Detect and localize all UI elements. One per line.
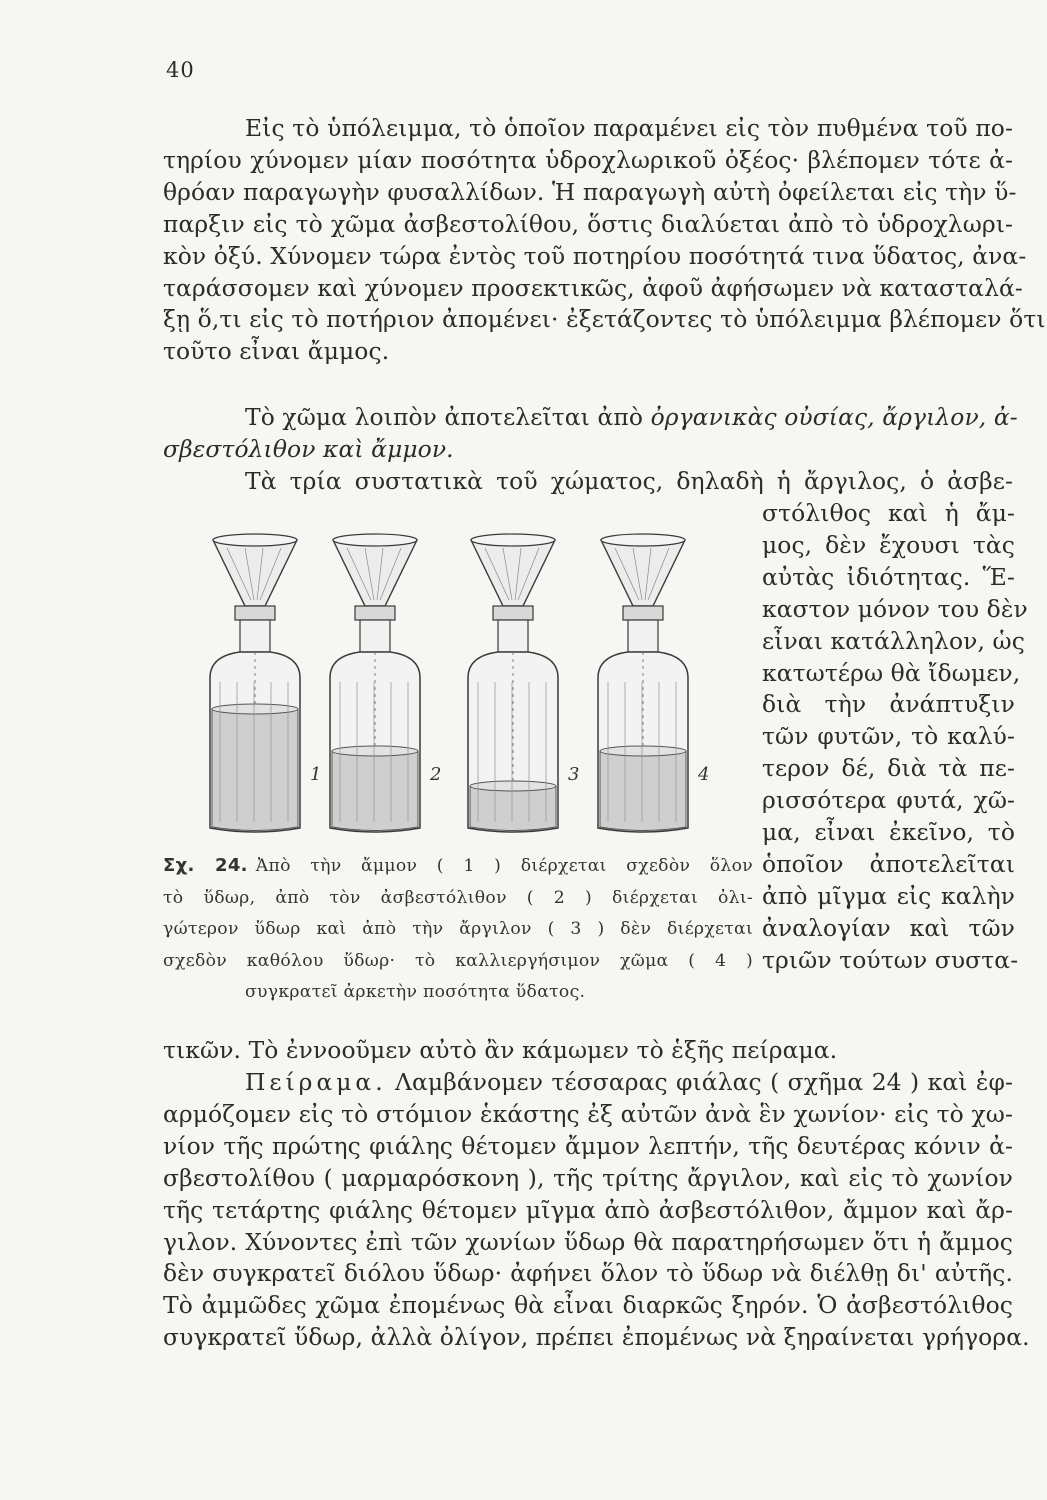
experiment-text: Λαμβάνομεν τέσσαρας φιάλας ( σχῆμα 24 ) καὶ ἐφ- bbox=[395, 1068, 1013, 1096]
text-line: Τὰ τρία συστατικὰ τοῦ χώματος, δηλαδὴ ἡ ἄργιλος, ὁ ἀσβε- bbox=[245, 467, 1013, 495]
bottle-number: 4 bbox=[698, 764, 710, 785]
text-line: ταράσσομεν καὶ χύνομεν προσεκτικῶς, ἀφοῦ ἀφήσωμεν νὰ κατασταλά- bbox=[163, 273, 1023, 302]
caption-line: σχεδὸν καθόλου ὕδωρ· τὸ καλλιεργήσιμον χῶμα ( 4 ) bbox=[163, 950, 753, 971]
text-line: ἀπὸ μῖγμα εἰς καλὴν bbox=[762, 881, 1015, 910]
soil-components: ὀργανικὰς οὐσίας, ἄργιλον, ἀ- bbox=[650, 403, 1018, 431]
text-line: διὰ τὴν ἀνάπτυξιν bbox=[762, 690, 1015, 719]
text-line: κὸν ὀξύ. Χύνομεν τώρα ἐντὸς τοῦ ποτηρίου ποσότητά τινα ὕδατος, ἀνα- bbox=[163, 241, 1027, 270]
text-line: δὲν συγκρατεῖ διόλου ὕδωρ· ἀφήνει ὅλον τὸ ὕδωρ νὰ διέλθῃ δι' αὐτῆς. bbox=[163, 1259, 1013, 1288]
text-line: ξῃ ὅ,τι εἰς τὸ ποτήριον ἀπομένει· ἐξετάζοντες τὸ ὑπόλειμμα βλέπομεν ὅτι bbox=[163, 305, 1046, 334]
water-surface bbox=[332, 746, 418, 756]
text-line: τηρίου χύνομεν μίαν ποσότητα ὑδροχλωρικοῦ ὀξέος· βλέπομεν τότε ἀ- bbox=[163, 145, 1013, 174]
text-line: καστον μόνον του δὲν bbox=[762, 594, 1028, 623]
text-line: ἀναλογίαν καὶ τῶν bbox=[762, 913, 1015, 942]
paragraph-3-side-column bbox=[762, 498, 1028, 977]
text-line: νίον τῆς πρώτης φιάλης θέτομεν ἄμμον λεπτήν, τῆς δευτέρας κόνιν ἀ- bbox=[163, 1131, 1013, 1160]
text-line: τῶν φυτῶν, τὸ καλύ- bbox=[762, 722, 1015, 751]
paragraph-3-last-line bbox=[163, 1035, 1013, 1067]
water-surface bbox=[212, 704, 298, 714]
text-line: αὐτὰς ἰδιότητας. Ἕ- bbox=[762, 562, 1015, 591]
bottle-neck bbox=[628, 620, 658, 652]
caption-text: Ἀπὸ τὴν ἄμμον ( 1 ) διέρχεται σχεδὸν ὅλον bbox=[255, 856, 753, 876]
text-line: εἶναι κατάλληλον, ὡς bbox=[762, 626, 1025, 655]
text-line: τερον δέ, διὰ τὰ πε- bbox=[762, 754, 1015, 783]
figure-label: Σχ. 24. bbox=[163, 855, 248, 876]
text-line: Τὸ ἀμμῶδες χῶμα ἐπομένως θὰ εἶναι διαρκῶς ξηρόν. Ὁ ἀσβεστόλιθος bbox=[163, 1291, 1013, 1320]
text-line: σβεστολίθου ( μαρμαρόσκονη ), τῆς τρίτης ἄργιλον, καὶ εἰς τὸ χωνίον bbox=[163, 1163, 1013, 1192]
stopper bbox=[623, 606, 663, 620]
bottle-number: 3 bbox=[568, 764, 580, 785]
text-line: αρμόζομεν εἰς τὸ στόμιον ἑκάστης ἐξ αὐτῶν ἀνὰ ἓν χωνίον· εἰς τὸ χω- bbox=[163, 1099, 1013, 1128]
text-line: ὁποῖον ἀποτελεῖται bbox=[762, 849, 1015, 878]
text-line bbox=[163, 402, 1018, 434]
text-line: συγκρατεῖ ὕδωρ, ἀλλὰ ὀλίγον, πρέπει ἐπομένως νὰ ξηραίνεται γρήγορα. bbox=[163, 1323, 1030, 1352]
funnel-icon bbox=[333, 540, 417, 606]
text-line: θρόαν παραγωγὴν φυσαλλίδων. Ἡ παραγωγὴ αὐτὴ ὀφείλεται εἰς τὴν ὕ- bbox=[163, 177, 1017, 206]
text-line: παρξιν εἰς τὸ χῶμα ἀσβεστολίθου, ὅστις διαλύεται ἀπὸ τὸ ὑδροχλωρι- bbox=[163, 209, 1013, 238]
water-surface bbox=[470, 781, 556, 791]
text-line: τριῶν τούτων συστα- bbox=[762, 945, 1019, 974]
text-line: τοῦτο εἶναι ἄμμος. bbox=[163, 337, 390, 366]
text-line bbox=[163, 434, 1013, 466]
bottle-neck bbox=[360, 620, 390, 652]
paragraph-1 bbox=[163, 113, 1046, 368]
caption-line: συγκρατεῖ ἀρκετὴν ποσότητα ὕδατος. bbox=[245, 982, 586, 1002]
water-level bbox=[600, 751, 686, 831]
funnel-rim bbox=[333, 534, 417, 546]
caption-line: τὸ ὕδωρ, ἀπὸ τὸν ἀσβεστόλιθον ( 2 ) διέρχεται ὀλι- bbox=[163, 887, 753, 908]
bottles-illustration bbox=[163, 528, 753, 848]
text-line bbox=[163, 1067, 1013, 1099]
text-line: κατωτέρω θὰ ἴδωμεν, bbox=[762, 658, 1021, 687]
bottle-number: 2 bbox=[430, 764, 442, 785]
water-level bbox=[332, 751, 418, 831]
funnel-icon bbox=[213, 540, 297, 606]
water-level bbox=[212, 709, 298, 831]
soil-components-end: σβεστόλιθον καὶ ἄμμον. bbox=[163, 434, 454, 463]
water-level bbox=[470, 786, 556, 831]
funnel-rim bbox=[601, 534, 685, 546]
caption-line bbox=[163, 850, 753, 883]
figure-caption bbox=[163, 850, 753, 1009]
paragraph-2 bbox=[163, 402, 1018, 466]
text-line: γιλον. Χύνοντες ἐπὶ τῶν χωνίων ὕδωρ θὰ παρατηρήσωμεν ὅτι ἡ ἄμμος bbox=[163, 1227, 1013, 1256]
text-line: ρισσότερα φυτά, χῶ- bbox=[762, 786, 1015, 815]
experiment-heading: Πείραμα. bbox=[245, 1068, 387, 1096]
stopper bbox=[235, 606, 275, 620]
stopper bbox=[355, 606, 395, 620]
paragraph-4 bbox=[163, 1067, 1030, 1354]
paragraph-3-first-line bbox=[163, 466, 1013, 498]
text-line: Εἰς τὸ ὑπόλειμμα, τὸ ὁποῖον παραμένει εἰς τὸν πυθμένα τοῦ πο- bbox=[245, 114, 1013, 142]
soil-intro: Τὸ χῶμα λοιπὸν ἀποτελεῖται ἀπὸ bbox=[245, 403, 644, 431]
figure-bottles bbox=[163, 528, 753, 848]
text-line: μα, εἶναι ἐκεῖνο, τὸ bbox=[762, 818, 1015, 847]
text-line: τικῶν. Τὸ ἐννοοῦμεν αὐτὸ ἂν κάμωμεν τὸ ἑξῆς πείραμα. bbox=[163, 1036, 838, 1064]
funnel-icon bbox=[471, 540, 555, 606]
bottle-neck bbox=[498, 620, 528, 652]
stopper bbox=[493, 606, 533, 620]
page-number: 40 bbox=[166, 58, 195, 82]
text-line: στόλιθος καὶ ἡ ἄμ- bbox=[762, 499, 1015, 527]
bottle-neck bbox=[240, 620, 270, 652]
funnel-icon bbox=[601, 540, 685, 606]
water-surface bbox=[600, 746, 686, 756]
funnel-rim bbox=[471, 534, 555, 546]
caption-line: γώτερον ὕδωρ καὶ ἀπὸ τὴν ἄργιλον ( 3 ) δὲν διέρχεται bbox=[163, 919, 753, 939]
funnel-rim bbox=[213, 534, 297, 546]
text-line: τῆς τετάρτης φιάλης θέτομεν μῖγμα ἀπὸ ἀσβεστόλιθον, ἄμμον καὶ ἄρ- bbox=[163, 1195, 1013, 1224]
text-line: μος, δὲν ἔχουσι τὰς bbox=[762, 530, 1015, 559]
bottle-number: 1 bbox=[310, 764, 322, 785]
